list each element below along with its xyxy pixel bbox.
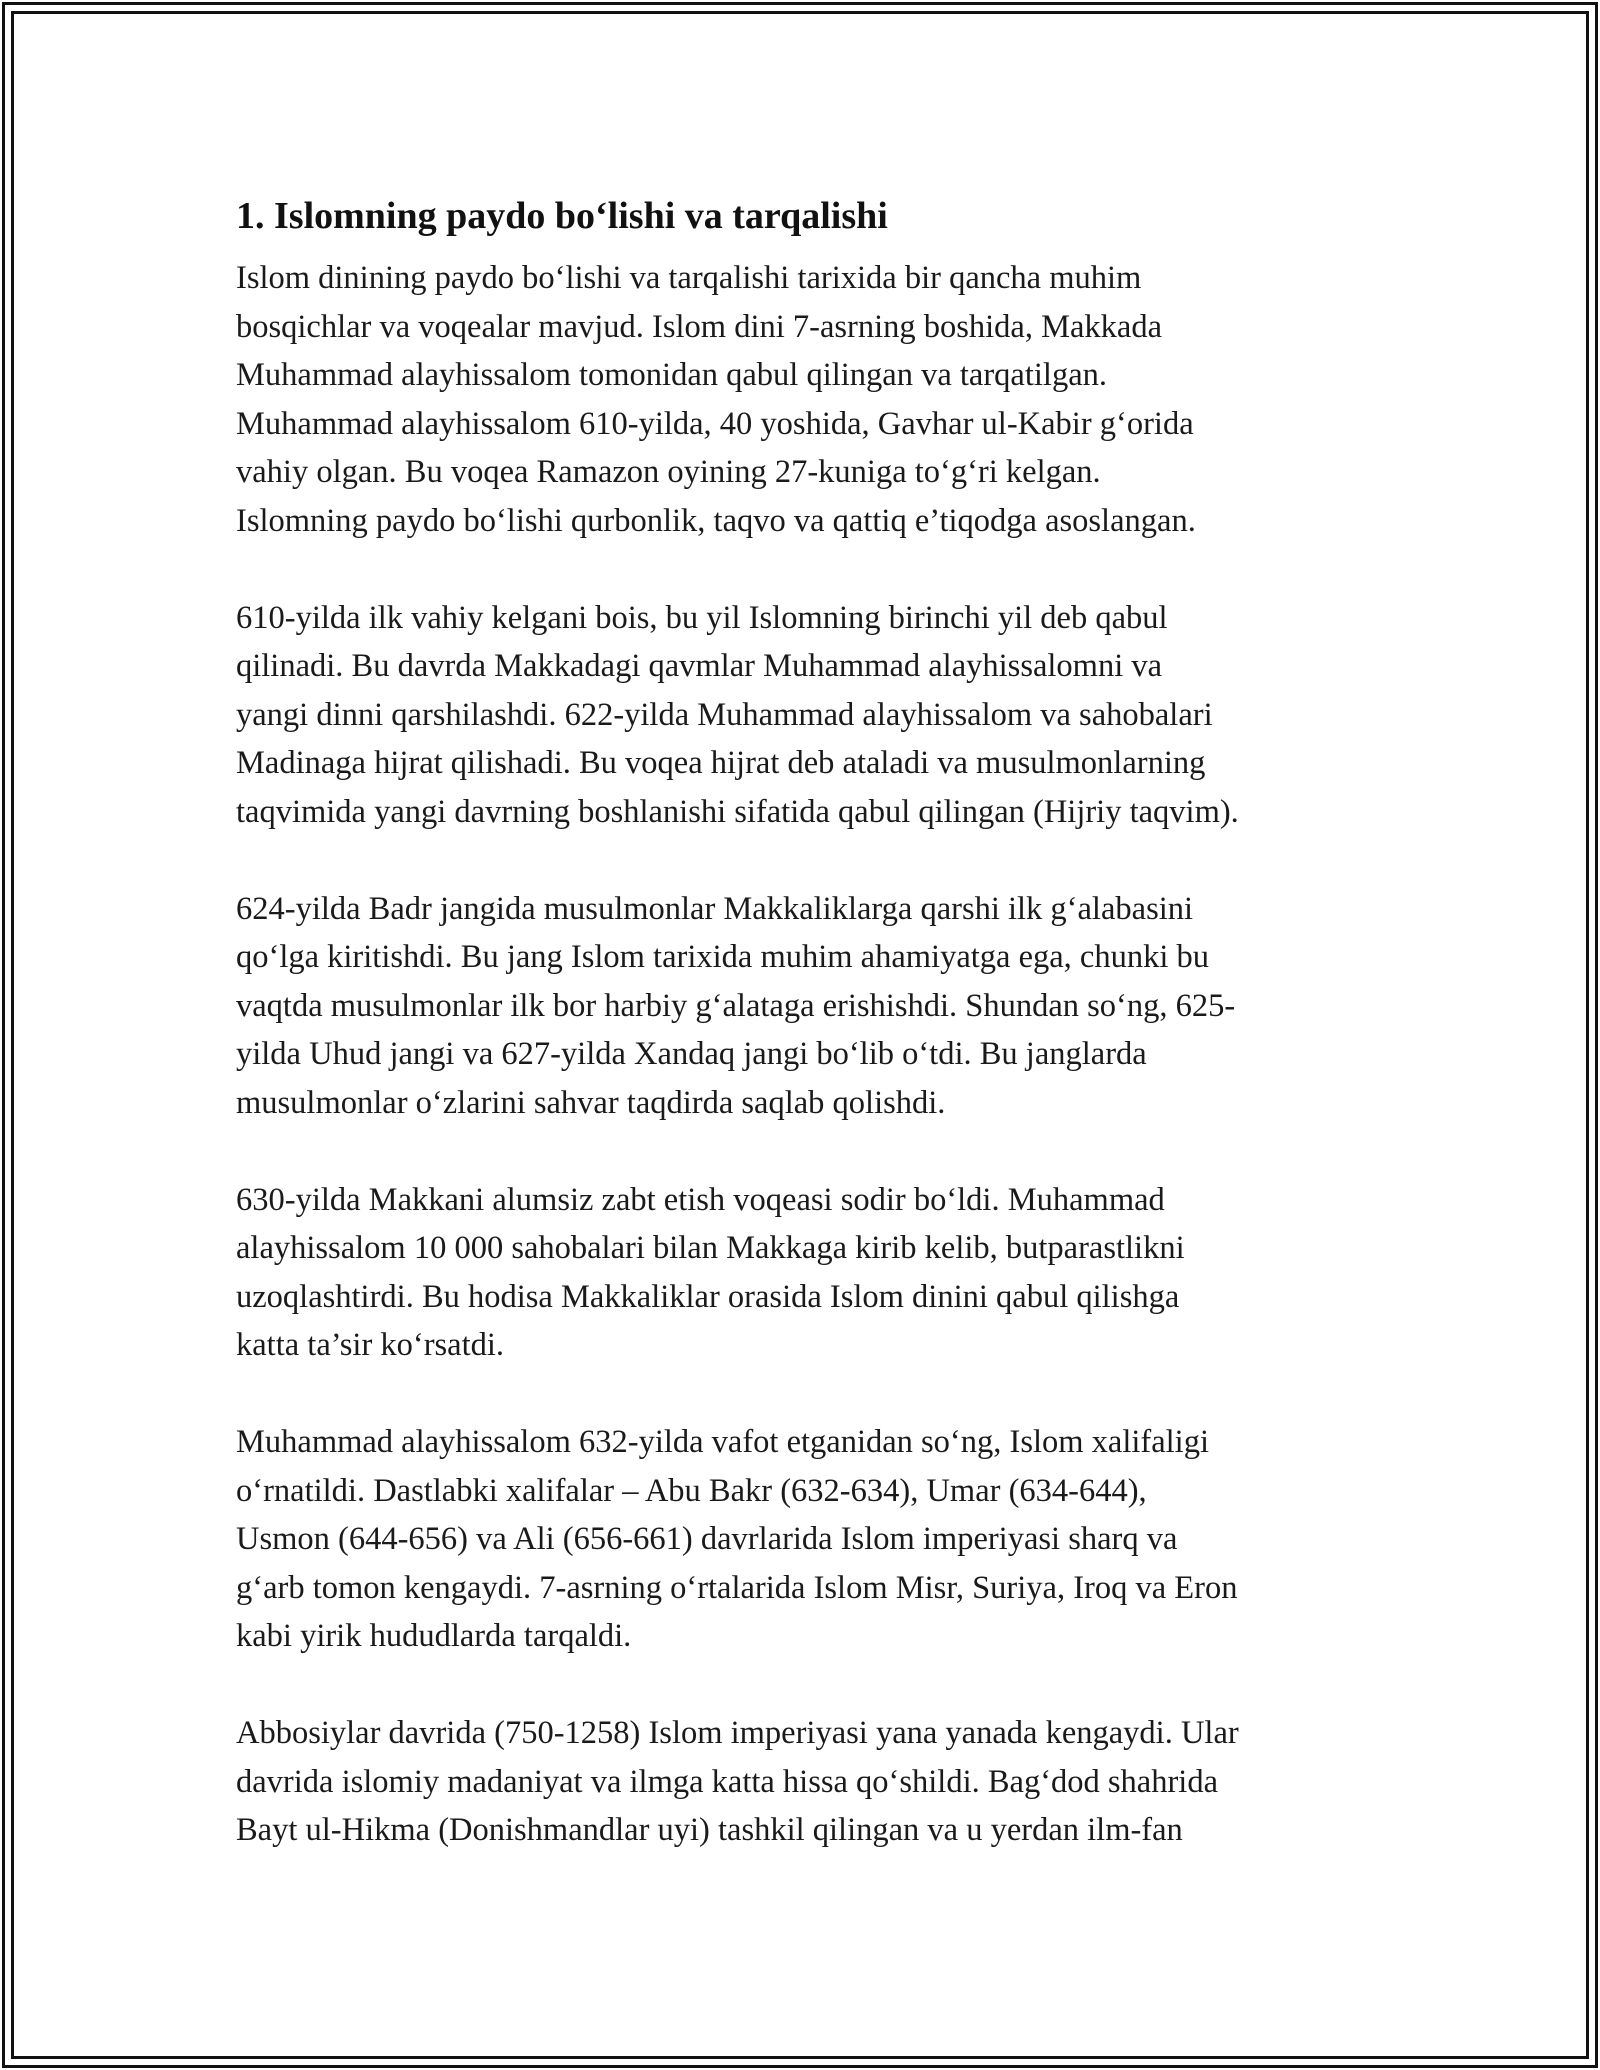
paragraph-4 (236, 1176, 1376, 1370)
paragraph-5 (236, 1418, 1376, 1661)
text-line: vaqtda musulmonlar ilk bor harbiy g‘alataga erishishdi. Shundan so‘ng, 625- (236, 987, 1236, 1024)
text-line: Abbosiylar davrida (750-1258) Islom imperiyasi yana yanada kengaydi. Ular (236, 1715, 1239, 1751)
text-line: 624-yilda Badr jangida musulmonlar Makkaliklarga qarshi ilk g‘alabasini (236, 890, 1194, 927)
text-line: o‘rnatildi. Dastlabki xalifalar – Abu Bakr (632-634), Umar (634-644), (236, 1472, 1147, 1509)
text-line: g‘arb tomon kengaydi. 7-asrning o‘rtalarida Islom Misr, Suriya, Iroq va Eron (236, 1569, 1238, 1606)
text-line: kabi yirik hududlarda tarqaldi. (236, 1618, 632, 1654)
paragraph-6 (236, 1709, 1376, 1855)
text-line: Muhammad alayhissalom 610-yilda, 40 yoshida, Gavhar ul-Kabir g‘orida (236, 405, 1194, 442)
section-heading: 1. Islomning paydo bo‘lishi va tarqalishi (236, 195, 888, 237)
text-line: qilinadi. Bu davrda Makkadagi qavmlar Muhammad alayhissalomni va (236, 648, 1163, 684)
text-line: yilda Uhud jangi va 627-yilda Xandaq jangi bo‘lib o‘tdi. Bu janglarda (236, 1036, 1147, 1072)
document-body (236, 180, 1376, 1903)
paragraph-1 (236, 254, 1376, 545)
text-line: Madinaga hijrat qilishadi. Bu voqea hijrat deb ataladi va musulmonlarning (236, 745, 1206, 781)
text-line: uzoqlashtirdi. Bu hodisa Makkaliklar orasida Islom dinini qabul qilishga (236, 1278, 1180, 1315)
text-line: davrida islomiy madaniyat va ilmga katta hissa qo‘shildi. Bag‘dod shahrida (236, 1763, 1219, 1800)
text-line: alayhissalom 10 000 sahobalari bilan Makkaga kirib kelib, butparastlikni (236, 1230, 1185, 1266)
text-line: Islomning paydo bo‘lishi qurbonlik, taqvo va qattiq e’tiqodga asoslangan. (236, 502, 1196, 539)
text-line: 630-yilda Makkani alumsiz zabt etish voqeasi sodir bo‘ldi. Muhammad (236, 1181, 1165, 1218)
text-line: musulmonlar o‘zlarini sahvar taqdirda saqlab qolishdi. (236, 1084, 946, 1121)
text-line: katta ta’sir ko‘rsatdi. (236, 1327, 505, 1363)
text-line: vahiy olgan. Bu voqea Ramazon oyining 27-kuniga to‘g‘ri kelgan. (236, 454, 1101, 490)
text-line: bosqichlar va voqealar mavjud. Islom dini 7-asrning boshida, Makkada (236, 308, 1163, 345)
text-line: qo‘lga kiritishdi. Bu jang Islom tarixida muhim ahamiyatga ega, chunki bu (236, 939, 1210, 975)
text-line: taqvimida yangi davrning boshlanishi sifatida qabul qilingan (Hijriy taqvim). (236, 793, 1239, 830)
paragraph-3 (236, 885, 1376, 1128)
text-line: Bayt ul-Hikma (Donishmandlar uyi) tashkil qilingan va u yerdan ilm-fan (236, 1812, 1183, 1848)
text-line: Usmon (644-656) va Ali (656-661) davrlarida Islom imperiyasi sharq va (236, 1521, 1178, 1557)
text-line: yangi dinni qarshilashdi. 622-yilda Muhammad alayhissalom va sahobalari (236, 696, 1213, 733)
paragraph-2 (236, 594, 1376, 837)
text-line: Muhammad alayhissalom 632-yilda vafot etganidan so‘ng, Islom xalifaligi (236, 1424, 1209, 1460)
text-line: 610-yilda ilk vahiy kelgani bois, bu yil Islomning birinchi yil deb qabul (236, 599, 1168, 636)
text-line: Islom dinining paydo bo‘lishi va tarqalishi tarixida bir qancha muhim (236, 260, 1142, 296)
text-line: Muhammad alayhissalom tomonidan qabul qilingan va tarqatilgan. (236, 357, 1107, 393)
